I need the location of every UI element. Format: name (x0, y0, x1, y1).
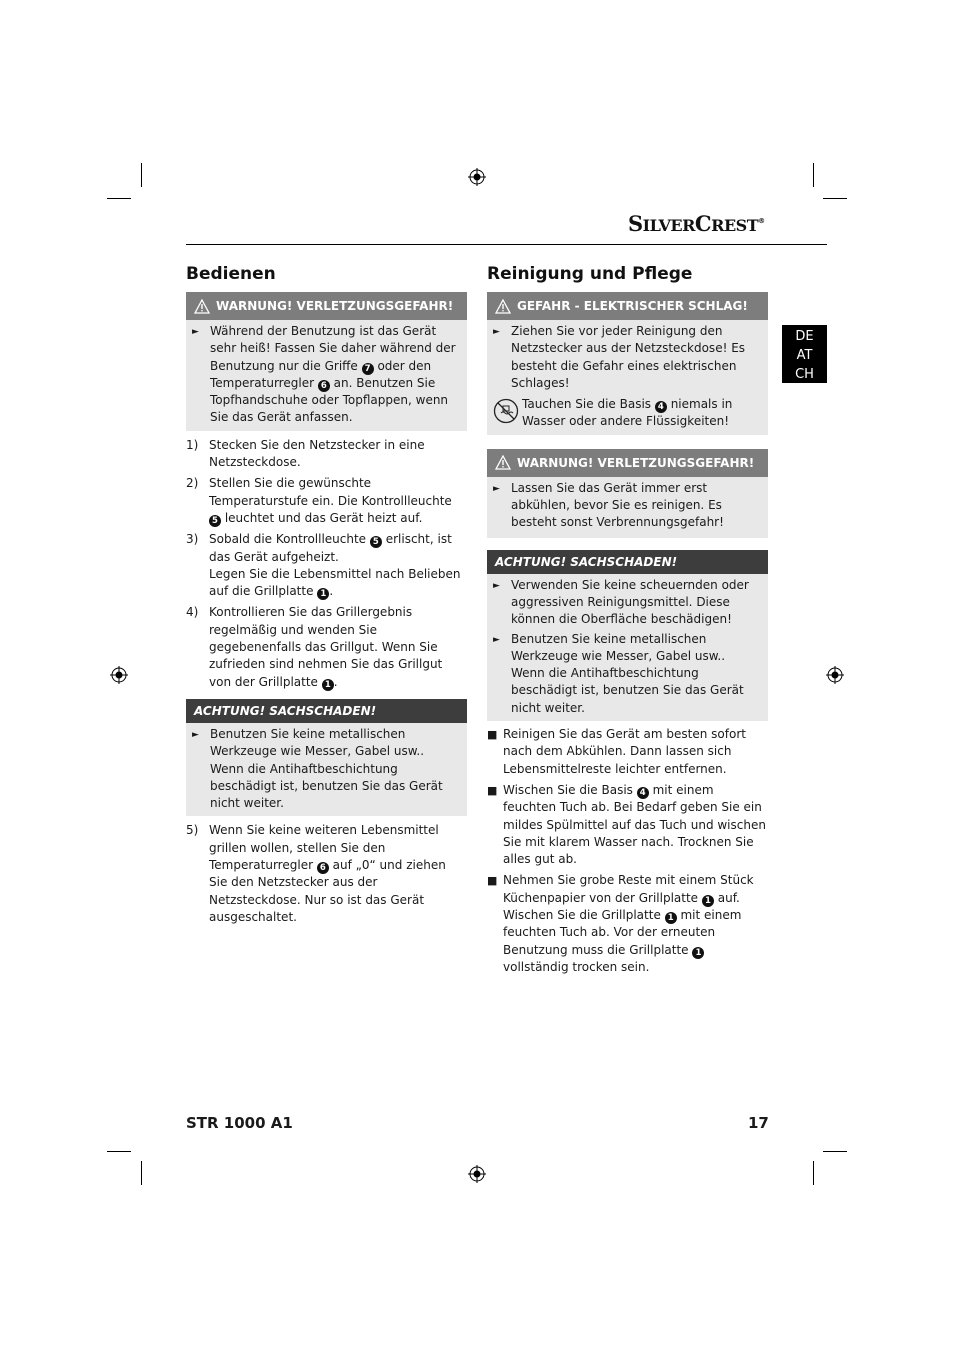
arrow-bullet-icon: ► (192, 327, 199, 337)
bullet-item: ■ Wischen Sie die Basis 4 mit einem feuchten Tuch ab. Bei Bedarf geben Sie ein mildes Spülmittel auf das Tuch und wischen Sie mit klarem Wasser nach. Trocknen Sie alles gut ab. (487, 782, 768, 868)
part-number-1-icon: 1 (317, 588, 329, 600)
brand-logo: SILVERCREST® (628, 211, 765, 236)
part-number-1-icon: 1 (692, 947, 704, 959)
step-item: 2) Stellen Sie die gewünschte Temperaturstufe ein. Die Kontrollleuchte 5 leuchtet und das Gerät heizt auf. (186, 476, 452, 526)
left-column (186, 292, 467, 926)
footer-page-number: 17 (748, 1114, 769, 1132)
caution-box (186, 699, 467, 816)
crop-mark (141, 1161, 142, 1185)
danger-box-header: GEFAHR - ELEKTRISCHER SCHLAG! (487, 292, 768, 320)
right-column (487, 292, 768, 976)
list-item: ► Lassen Sie das Gerät immer erst abkühlen, bevor Sie es reinigen. Es besteht sonst Verbrennungsgefahr! (493, 480, 762, 532)
caution-box-header: ACHTUNG! SACHSCHADEN! (487, 550, 768, 574)
warning-box-header: WARNUNG! VERLETZUNGSGEFAHR! (487, 449, 768, 477)
registration-mark-icon (468, 168, 486, 186)
caution-box (487, 550, 768, 721)
crop-mark (823, 198, 847, 199)
no-immerse-note: Tauchen Sie die Basis 4 niemals in Wasser oder andere Flüssigkeiten! (493, 396, 762, 431)
part-number-1-icon: 1 (665, 912, 677, 924)
section-title-bedienen: Bedienen (186, 264, 276, 284)
do-not-immerse-icon (493, 398, 519, 424)
arrow-bullet-icon: ► (192, 729, 199, 740)
language-tab: DE AT CH (782, 325, 827, 383)
part-number-5-icon: 5 (370, 536, 382, 548)
caution-box-header: ACHTUNG! SACHSCHADEN! (186, 699, 467, 723)
warning-triangle-icon (495, 299, 511, 314)
crop-mark (107, 198, 131, 199)
part-number-5-icon: 5 (209, 515, 221, 527)
registration-mark-icon (826, 666, 844, 684)
part-number-4-icon: 4 (655, 401, 667, 413)
warning-box (487, 449, 768, 538)
part-number-6-icon: 6 (317, 862, 329, 874)
crop-mark (107, 1151, 131, 1152)
step-item: 4) Kontrollieren Sie das Grillergebnis regelmäßig und wenden Sie gegebenenfalls das Grillgut. Wenn Sie zufrieden sind nehmen Sie das Grillgut von der Grillplatte 1 . (186, 605, 443, 690)
registration-mark-icon (110, 666, 128, 684)
arrow-bullet-icon: ► (493, 483, 500, 494)
square-bullet-icon: ■ (487, 783, 498, 797)
footer-model: STR 1000 A1 (186, 1114, 293, 1132)
warning-box-header: WARNUNG! VERLETZUNGSGEFAHR! (186, 292, 467, 320)
list-item: ► Ziehen Sie vor jeder Reinigung den Netzstecker aus der Netzsteckdose! Es besteht die Gefahr eines elektrischen Schlages! (493, 323, 762, 392)
crop-mark (141, 163, 142, 187)
bullet-item: ■ Nehmen Sie grobe Reste mit einem Stück Küchenpapier von der Grillplatte 1 auf. Wischen Sie die Grillplatte 1 mit einem feuchten Tuch ab. Vor der erneuten Benutzung muss die Grillplatte 1 vollständig trocken sein. (487, 872, 768, 976)
crop-mark (823, 1151, 847, 1152)
registration-mark-icon (468, 1165, 486, 1183)
list-item: ► Während der Benutzung ist das Gerät sehr heiß! Fassen Sie daher während der Benutzung nur die Griffe 7 oder den Temperaturregler 6 an. Benutzen Sie Topfhandschuhe oder Topflappen, wenn Sie das Gerät anfassen. (192, 323, 461, 427)
arrow-bullet-icon: ► (493, 327, 500, 337)
square-bullet-icon: ■ (487, 728, 498, 742)
list-item: ► Benutzen Sie keine metallischen Werkzeuge wie Messer, Gabel usw.. Wenn die Antihaftbeschichtung beschädigt ist, benutzen Sie das Gerät nicht weiter. (192, 726, 461, 812)
warning-box (186, 292, 467, 431)
part-number-1-icon: 1 (702, 895, 714, 907)
crop-mark (813, 163, 814, 187)
arrow-bullet-icon: ► (493, 580, 500, 591)
part-number-1-icon: 1 (322, 679, 334, 691)
part-number-7-icon: 7 (362, 363, 374, 375)
list-item: ► Verwenden Sie keine scheuernden oder aggressiven Reinigungsmittel. Diese können die Oberfläche beschädigen! (493, 577, 762, 629)
warning-triangle-icon (194, 299, 210, 314)
bullet-item: ■ Reinigen Sie das Gerät am besten sofort nach dem Abkühlen. Dann lassen sich Lebensmittelreste leichter entfernen. (487, 726, 768, 778)
header-rule (186, 244, 827, 245)
step-item: 3) Sobald die Kontrollleuchte 5 erlischt, ist das Gerät aufgeheizt. Legen Sie die Lebensmittel nach Belieben auf die Grillplatte 1 . (186, 532, 461, 600)
crop-mark (813, 1161, 814, 1185)
step-item: 5) Wenn Sie keine weiteren Lebensmittel grillen wollen, stellen Sie den Temperaturregler 6 auf „0“ und ziehen Sie den Netzstecker aus der Netzsteckdose. Nur so ist das Gerät ausgeschaltet. (186, 823, 446, 924)
arrow-bullet-icon: ► (493, 634, 500, 645)
part-number-4-icon: 4 (637, 787, 649, 799)
square-bullet-icon: ■ (487, 874, 498, 888)
danger-box (487, 292, 768, 435)
list-item: ► Benutzen Sie keine metallischen Werkzeuge wie Messer, Gabel usw.. Wenn die Antihaftbeschichtung beschädigt ist, benutzen Sie das Gerät nicht weiter. (493, 631, 762, 717)
section-title-reinigung: Reinigung und Pflege (487, 264, 693, 284)
warning-triangle-icon (495, 455, 511, 470)
part-number-6-icon: 6 (318, 380, 330, 392)
step-item: 1) Stecken Sie den Netzstecker in eine Netzsteckdose. (186, 437, 425, 470)
